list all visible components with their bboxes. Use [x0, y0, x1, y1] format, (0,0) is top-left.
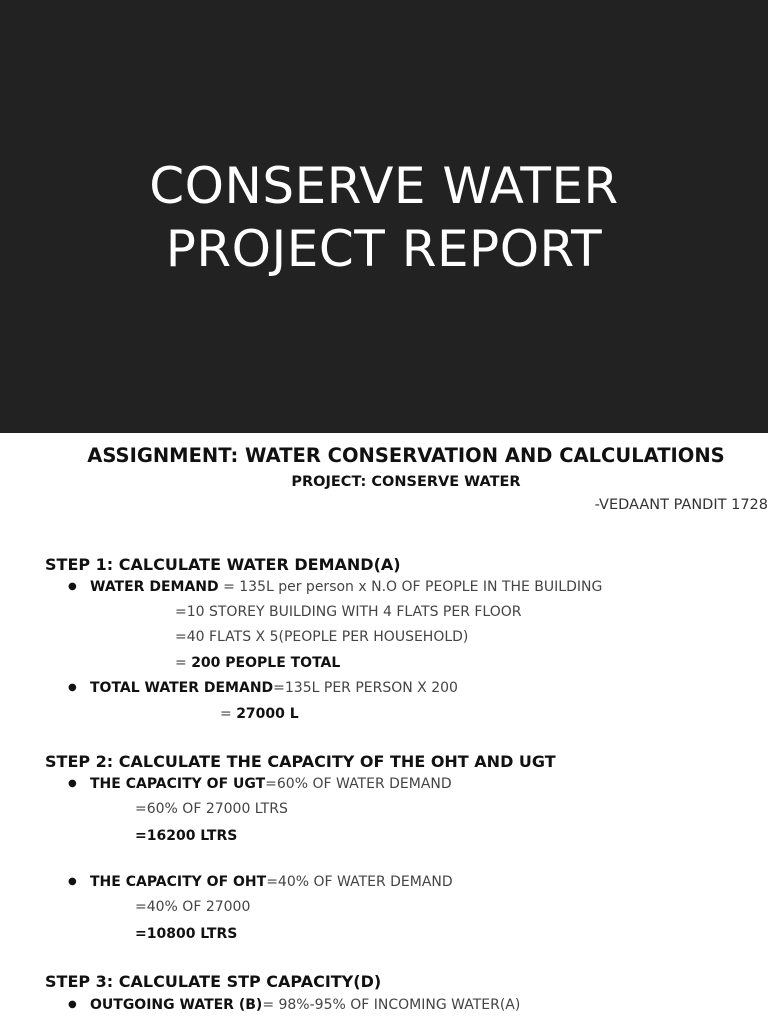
step2-bullet-oht — [68, 874, 453, 890]
step1-line3-prefix: = — [175, 655, 192, 671]
bullet-icon: ● — [68, 778, 77, 789]
step2-heading: STEP 2: CALCULATE THE CAPACITY OF THE OHT AND UGT — [45, 752, 556, 771]
outgoing-water-label: OUTGOING WATER (B) — [90, 997, 263, 1013]
total-water-demand-text: =135L PER PERSON X 200 — [273, 680, 458, 696]
step1-heading: STEP 1: CALCULATE WATER DEMAND(A) — [45, 555, 401, 574]
step1-line2: =40 FLATS X 5(PEOPLE PER HOUSEHOLD) — [175, 629, 469, 645]
cover-title-line2: PROJECT REPORT — [165, 220, 603, 278]
step1-result-value: 27000 L — [236, 706, 299, 722]
bullet-icon: ● — [68, 876, 77, 887]
ugt-result: =16200 LTRS — [135, 828, 238, 844]
step1-line1: =10 STOREY BUILDING WITH 4 FLATS PER FLOOR — [175, 604, 522, 620]
ugt-line1: =60% OF 27000 LTRS — [135, 801, 288, 817]
step1-result-prefix: = — [220, 706, 237, 722]
bullet-icon: ● — [68, 581, 77, 592]
total-water-demand-label: TOTAL WATER DEMAND — [90, 680, 274, 696]
water-demand-text: = 135L per person x N.O OF PEOPLE IN THE BUILDING — [218, 579, 603, 595]
step1-people-total: 200 PEOPLE TOTAL — [191, 655, 341, 671]
document-heading: ASSIGNMENT: WATER CONSERVATION AND CALCULATIONS — [87, 444, 725, 467]
oht-label: THE CAPACITY OF OHT — [90, 874, 267, 890]
ugt-label: THE CAPACITY OF UGT — [90, 776, 266, 792]
cover-banner — [0, 0, 768, 433]
step1-bullet-water-demand — [68, 579, 602, 595]
step3-bullet-outgoing — [68, 997, 520, 1013]
outgoing-water-text: = 98%-95% OF INCOMING WATER(A) — [262, 997, 521, 1013]
step1-bullet-total-demand — [68, 680, 458, 696]
oht-text: =40% OF WATER DEMAND — [266, 874, 453, 890]
bullet-icon: ● — [68, 999, 77, 1010]
cover-title-line1: CONSERVE WATER — [149, 157, 619, 215]
bullet-icon: ● — [68, 682, 77, 693]
oht-result: =10800 LTRS — [135, 926, 238, 942]
step1-line3 — [175, 655, 340, 671]
author-line: -VEDAANT PANDIT 1728 — [594, 497, 768, 513]
water-demand-label: WATER DEMAND — [90, 579, 219, 595]
project-title: PROJECT: CONSERVE WATER — [291, 474, 521, 490]
step3-heading: STEP 3: CALCULATE STP CAPACITY(D) — [45, 972, 382, 991]
step1-result — [220, 706, 299, 722]
oht-line1: =40% OF 27000 — [135, 899, 251, 915]
ugt-text: =60% OF WATER DEMAND — [265, 776, 452, 792]
step2-bullet-ugt — [68, 776, 452, 792]
